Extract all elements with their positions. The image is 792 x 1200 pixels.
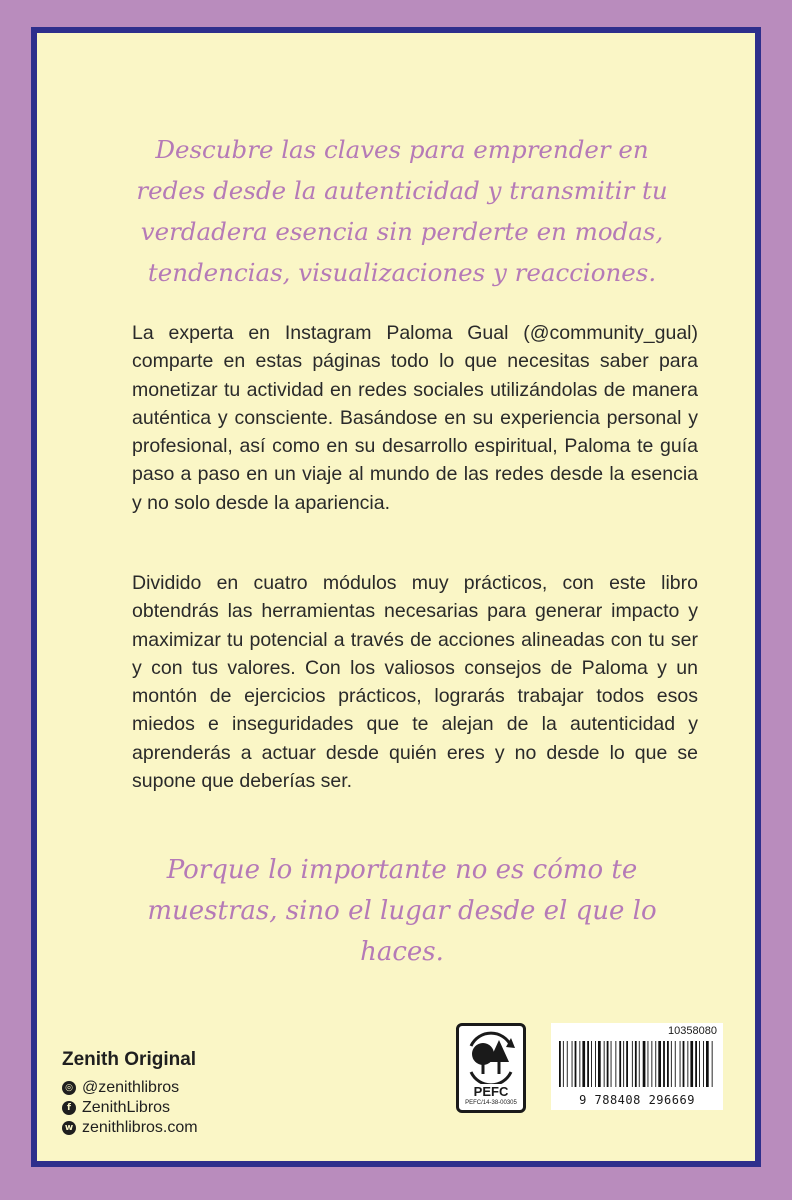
barcode-bar [575, 1041, 577, 1087]
barcode-bar [648, 1041, 649, 1087]
barcode-bar [595, 1041, 596, 1087]
barcode-bar [611, 1041, 612, 1087]
barcode-bar [655, 1041, 656, 1087]
facebook-icon: f [62, 1101, 76, 1115]
closing-quote: Porque lo importante no es cómo te muestras, sino el lugar desde el que lo haces. [147, 855, 657, 967]
barcode-bar [651, 1041, 652, 1087]
social-facebook [62, 1098, 198, 1118]
description-paragraph-1: La experta en Instagram Paloma Gual (@community_gual) comparte en estas páginas todo lo que necesitas saber para monetizar tu actividad en redes sociales utilizándolas de manera auténtica y consciente. Basándose en su experiencia personal y profesional, así como en su desarrollo espiritual, Paloma te guía paso a paso en un viaje al mundo de las redes desde la esencia y no solo desde la apariencia. [132, 322, 698, 514]
pefc-tree-icon [459, 1028, 523, 1084]
barcode-bar [632, 1041, 633, 1087]
instagram-icon: ◎ [62, 1081, 76, 1095]
barcode-bar [667, 1041, 669, 1087]
barcode-bar [658, 1041, 661, 1087]
instagram-handle: @zenithlibros [82, 1079, 180, 1096]
barcode-bar [598, 1041, 601, 1087]
barcode-bar [563, 1041, 564, 1087]
barcode-bar [695, 1041, 697, 1087]
barcode-bar [706, 1041, 709, 1087]
web-icon: w [62, 1121, 76, 1135]
barcode-bar [671, 1041, 672, 1087]
description-paragraph-2: Dividido en cuatro módulos muy prácticos, con este libro obtendrás las herramientas necesarias para generar impacto y maximizar tu potencial a través de acciones alineadas con tu ser y con tus valores. Con los valiosos consejos de Paloma y un montón de ejercicios prácticos, lograrás trabajar todos esos miedos e inseguridades que te alejan de la autenticidad y aprenderás a actuar desde quién eres y no desde lo que se supone que deberías ser. [132, 572, 698, 793]
website-url: zenithlibros.com [82, 1119, 198, 1136]
pefc-code: PEFC/14-38-00305 [465, 1100, 517, 1106]
social-instagram [62, 1078, 198, 1098]
pefc-logo [456, 1023, 526, 1113]
pefc-label: PEFC [473, 1084, 509, 1099]
publisher-imprint [62, 1049, 198, 1138]
barcode-bar [615, 1041, 616, 1087]
barcode-bar [683, 1041, 685, 1087]
isbn-number: 9 788408 296669 [579, 1093, 695, 1107]
barcode-bar [699, 1041, 700, 1087]
barcode-bar [607, 1041, 609, 1087]
barcode-bar [643, 1041, 646, 1087]
barcode-bar [639, 1041, 640, 1087]
barcode-bar [663, 1041, 665, 1087]
imprint-title: Zenith Original [62, 1049, 197, 1070]
barcode-bar [579, 1041, 580, 1087]
barcode-bar [623, 1041, 624, 1087]
barcode-bar [690, 1041, 693, 1087]
barcode-bar [703, 1041, 704, 1087]
facebook-handle: ZenithLibros [82, 1099, 171, 1116]
barcode-bar [559, 1041, 561, 1087]
isbn-barcode [551, 1023, 723, 1110]
barcode-bar [604, 1041, 605, 1087]
barcode-bar [626, 1041, 628, 1087]
barcode-bar [635, 1041, 637, 1087]
barcode-bar [582, 1041, 585, 1087]
barcode-bar [680, 1041, 681, 1087]
barcode-reference-number: 10358080 [668, 1025, 717, 1037]
barcode-bars [557, 1041, 717, 1087]
barcode-bar [591, 1041, 592, 1087]
blurb-heading: Descubre las claves para emprender en redes desde la autenticidad y transmitir tu verdadera esencia sin perderte en modas, tendencias, visualizaciones y reacciones. [136, 135, 668, 287]
barcode-bar [572, 1041, 573, 1087]
barcode-bar [619, 1041, 621, 1087]
barcode-bar [675, 1041, 676, 1087]
back-cover-panel [31, 27, 761, 1167]
barcode-bar [567, 1041, 568, 1087]
social-web [62, 1118, 198, 1138]
barcode-bar [687, 1041, 688, 1087]
barcode-bar [587, 1041, 589, 1087]
barcode-bar [712, 1041, 713, 1087]
